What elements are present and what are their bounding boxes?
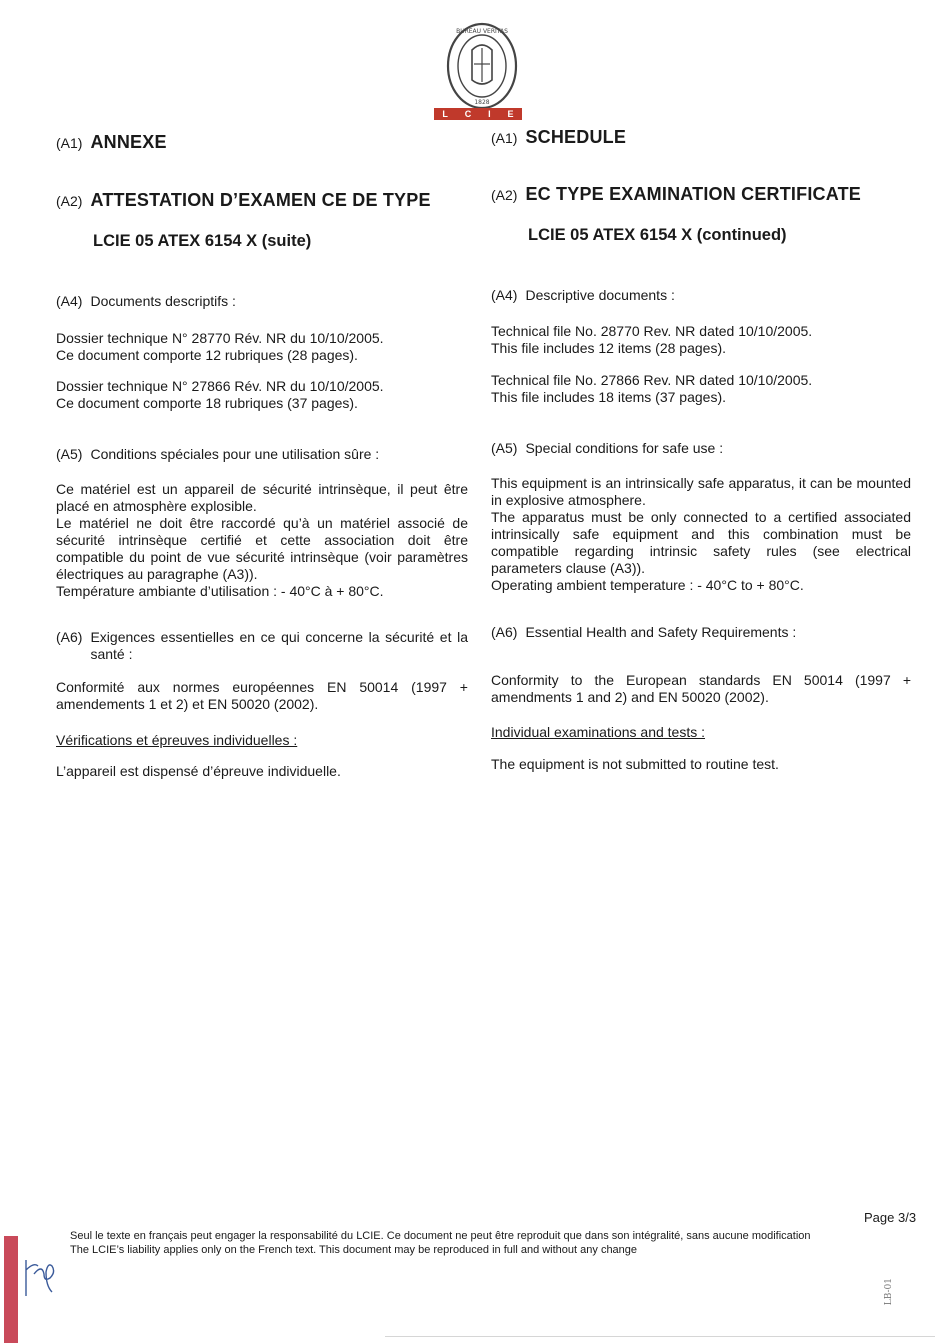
- fr-a6-title: Exigences essentielles en ce qui concerne la sécurité et la santé :: [90, 629, 468, 662]
- lcie-letter: I: [488, 109, 491, 119]
- fr-a5-para3: Température ambiante d’utilisation : - 40°C à + 80°C.: [56, 583, 384, 599]
- fr-doc1-line1: Dossier technique N° 28770 Rév. NR du 10/10/2005.: [56, 330, 384, 346]
- en-a1-heading: [491, 127, 911, 148]
- en-doc2-line1: Technical file No. 27866 Rev. NR dated 10/10/2005.: [491, 372, 813, 388]
- fr-doc2: [56, 378, 468, 412]
- handwritten-initials: [22, 1252, 62, 1302]
- fr-a4-heading: [56, 293, 468, 310]
- page-number: Page 3/3: [864, 1210, 917, 1225]
- fr-a5-heading: [56, 446, 468, 463]
- en-doc2-line2: This file includes 18 items (37 pages).: [491, 389, 726, 405]
- en-a5-para3: Operating ambient temperature : - 40°C to + 80°C.: [491, 577, 804, 593]
- section-code: (A5): [491, 440, 518, 456]
- bureau-veritas-logo: [438, 22, 526, 122]
- en-a6-title: Essential Health and Safety Requirements :: [525, 624, 797, 640]
- lcie-letter: C: [464, 109, 472, 119]
- en-certificate-number: LCIE 05 ATEX 6154 X (continued): [528, 226, 787, 244]
- document-reference: LB-01: [884, 1278, 894, 1306]
- en-conformity: Conformity to the European standards EN 50014 (1997 + amendments 1 and 2) and EN 50020 (2002).: [491, 672, 911, 705]
- en-doc1-line1: Technical file No. 28770 Rev. NR dated 10/10/2005.: [491, 323, 813, 339]
- section-code: (A4): [56, 293, 83, 309]
- en-tests-text: The equipment is not submitted to routine test.: [491, 756, 779, 772]
- en-doc2: [491, 372, 911, 406]
- fr-a5-title: Conditions spéciales pour une utilisation sûre :: [90, 446, 380, 462]
- fr-doc1-line2: Ce document comporte 12 rubriques (28 pages).: [56, 347, 358, 363]
- en-a6-heading: [491, 624, 911, 641]
- fr-tests-heading: Vérifications et épreuves individuelles :: [56, 732, 298, 748]
- fr-doc2-line1: Dossier technique N° 27866 Rév. NR du 10/10/2005.: [56, 378, 384, 394]
- fr-a6-heading: [56, 629, 468, 663]
- lcie-letter: E: [507, 109, 514, 119]
- fr-doc1: [56, 330, 468, 364]
- en-certificate-title: EC TYPE EXAMINATION CERTIFICATE: [525, 184, 861, 204]
- fr-certificate-number: LCIE 05 ATEX 6154 X (suite): [93, 232, 312, 250]
- fr-tests-text: L’appareil est dispensé d’épreuve individuelle.: [56, 763, 341, 779]
- en-a4-heading: [491, 287, 911, 304]
- footer-line-fr: Seul le texte en français peut engager la responsabilité du LCIE. Ce document ne peut être reproduit que dans son intégralité, sans aucune modification: [70, 1230, 811, 1242]
- en-a5-body: [491, 475, 911, 594]
- en-a5-para1: This equipment is an intrinsically safe apparatus, it can be mounted in explosive atmosphere.: [491, 475, 911, 508]
- section-code: (A1): [56, 135, 83, 151]
- margin-red-bar: [4, 1236, 18, 1343]
- en-a4-title: Descriptive documents :: [525, 287, 675, 303]
- section-code: (A2): [56, 193, 83, 209]
- section-code: (A4): [491, 287, 518, 303]
- section-code: (A6): [491, 624, 518, 640]
- en-schedule-title: SCHEDULE: [525, 127, 627, 147]
- en-doc1-line2: This file includes 12 items (28 pages).: [491, 340, 726, 356]
- fr-annexe-title: ANNEXE: [90, 132, 167, 152]
- footer-disclaimer: [70, 1229, 850, 1257]
- fr-doc2-line2: Ce document comporte 18 rubriques (37 pages).: [56, 395, 358, 411]
- section-code: (A2): [491, 187, 518, 203]
- svg-text:BUREAU VERITAS: BUREAU VERITAS: [456, 28, 508, 35]
- en-a5-para2: The apparatus must be only connected to a certified associated intrinsically safe equipment and this combination must be compatible regarding intrinsic safety rules (see electrical parameters clause (A3)).: [491, 509, 911, 576]
- fr-a2-heading: [56, 190, 468, 211]
- lcie-letter: L: [442, 109, 448, 119]
- en-doc1: [491, 323, 911, 357]
- fr-a5-para2: Le matériel ne doit être raccordé qu’à un matériel associé de sécurité intrinsèque certifié et cette association doit être compatible du point de vue sécurité intrinsèque (voir paramètres électriques au paragraphe (A3)).: [56, 515, 468, 582]
- svg-text:1828: 1828: [474, 99, 490, 106]
- footer-line-en: The LCIE’s liability applies only on the French text. This document may be reproduced in full and without any change: [70, 1244, 638, 1256]
- bottom-rule: [385, 1336, 935, 1337]
- fr-a5-body: [56, 481, 468, 600]
- fr-conformity: Conformité aux normes européennes EN 50014 (1997 + amendements 1 et 2) et EN 50020 (2002).: [56, 679, 468, 712]
- en-a5-title: Special conditions for safe use :: [525, 440, 724, 456]
- fr-certificate-title: ATTESTATION D’EXAMEN CE DE TYPE: [90, 190, 431, 210]
- en-a2-heading: [491, 184, 911, 205]
- fr-a4-title: Documents descriptifs :: [90, 293, 236, 309]
- section-code: (A5): [56, 446, 83, 462]
- section-code: (A1): [491, 130, 518, 146]
- lcie-brand-bar: [434, 108, 522, 120]
- en-tests-heading: Individual examinations and tests :: [491, 724, 706, 740]
- fr-a5-para1: Ce matériel est un appareil de sécurité intrinsèque, il peut être placé en atmosphère explosible.: [56, 481, 468, 514]
- fr-a1-heading: [56, 132, 468, 153]
- en-a5-heading: [491, 440, 911, 457]
- section-code: (A6): [56, 629, 83, 645]
